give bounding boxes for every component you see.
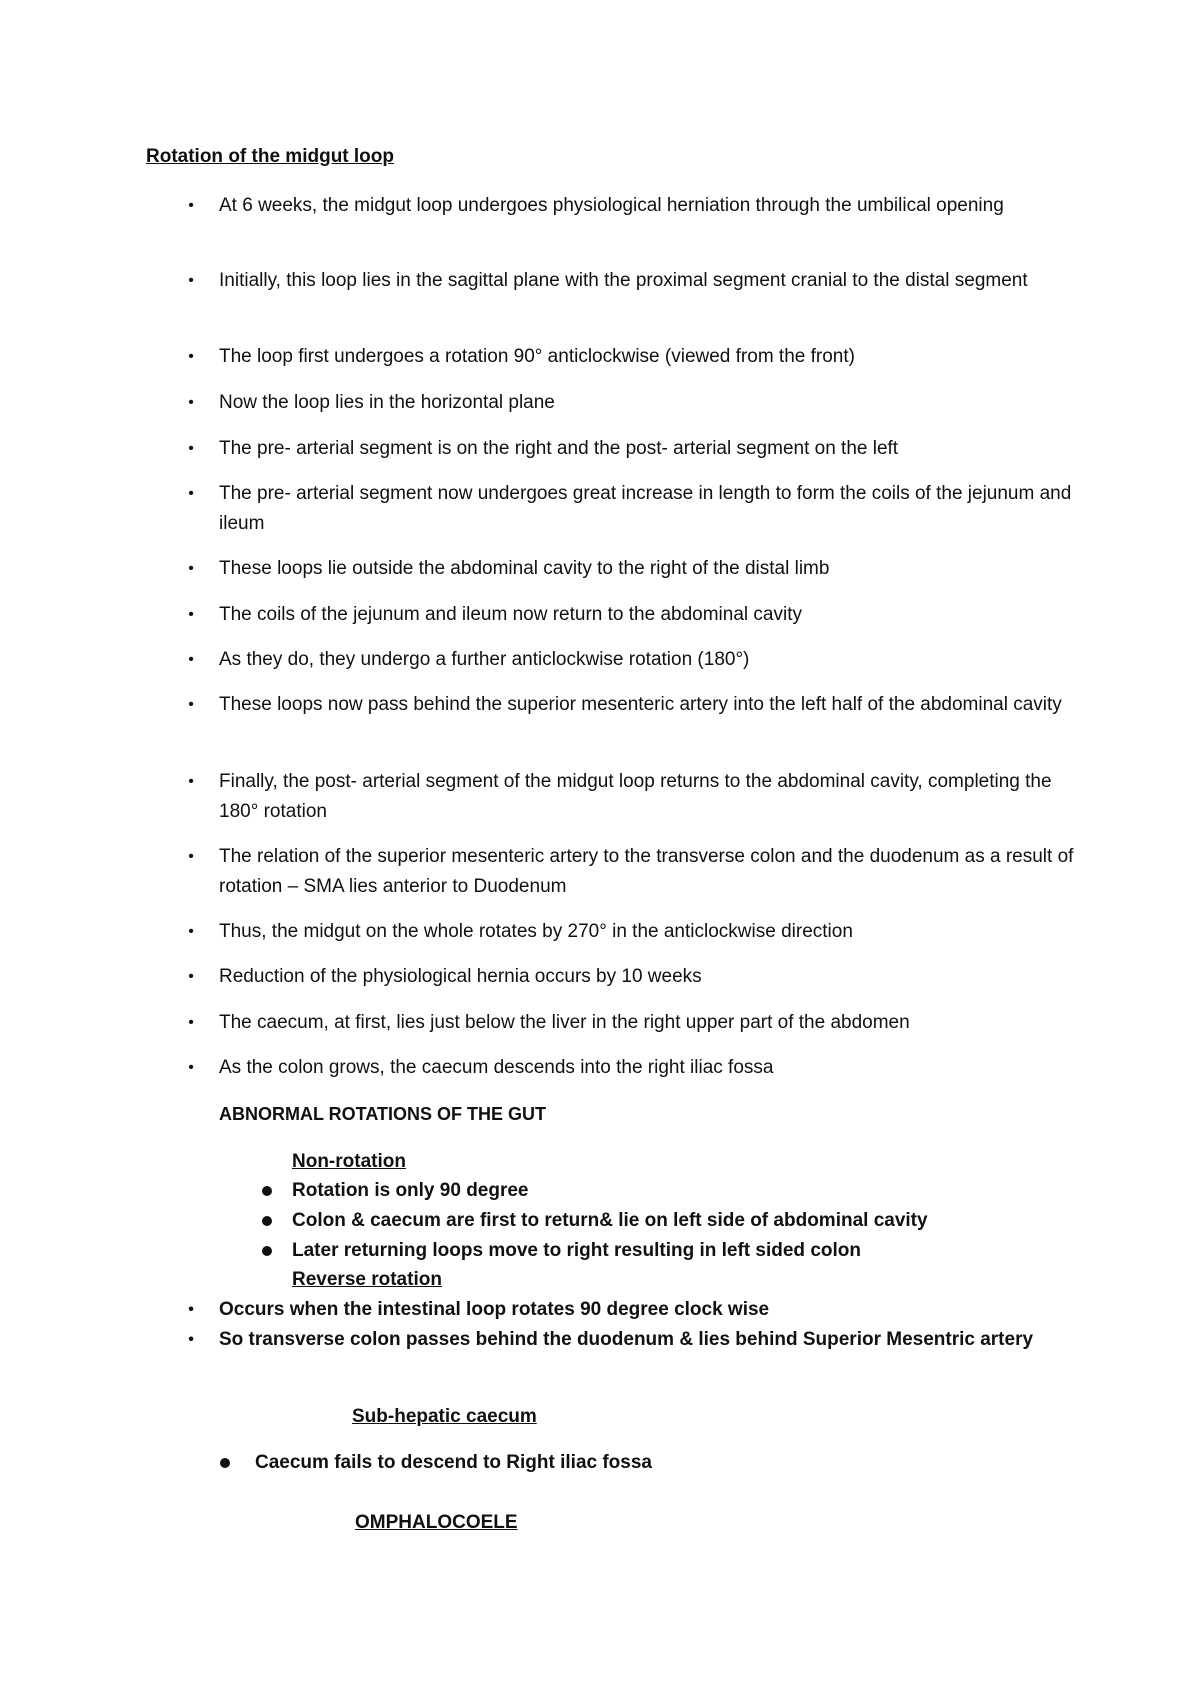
list-item xyxy=(292,1178,529,1204)
bullet-icon: • xyxy=(188,1059,194,1076)
list-item-text: The coils of the jejunum and ileum now return to the abdominal cavity xyxy=(219,604,802,625)
reverse-rotation-heading: Reverse rotation xyxy=(292,1269,442,1290)
list-item-text: Now the loop lies in the horizontal plane xyxy=(219,392,555,413)
list-item xyxy=(292,1238,861,1264)
list-item-text: These loops now pass behind the superior mesenteric artery into the left half of the abdominal cavity xyxy=(219,694,1062,715)
list-item-text: At 6 weeks, the midgut loop undergoes physiological herniation through the umbilical opening xyxy=(219,195,1004,216)
bullet-dot-icon xyxy=(262,1246,272,1256)
bullet-icon: • xyxy=(188,651,194,668)
bullet-icon: • xyxy=(188,348,194,365)
bullet-icon: • xyxy=(188,773,194,790)
bullet-icon: • xyxy=(188,923,194,940)
bullet-icon: • xyxy=(188,968,194,985)
page-title: Rotation of the midgut loop xyxy=(146,146,395,167)
list-item xyxy=(292,1208,928,1234)
bullet-dot-icon xyxy=(262,1186,272,1196)
list-item-text: These loops lie outside the abdominal cavity to the right of the distal limb xyxy=(219,558,830,579)
list-item-text: As they do, they undergo a further anticlockwise rotation (180°) xyxy=(219,649,750,670)
list-item-text: Initially, this loop lies in the sagittal plane with the proximal segment cranial to the distal segment xyxy=(219,270,1028,291)
bullet-icon: • xyxy=(188,560,194,577)
list-item-text: The pre- arterial segment is on the right and the post- arterial segment on the left xyxy=(219,438,899,459)
list-item-text: Thus, the midgut on the whole rotates by 270° in the anticlockwise direction xyxy=(219,921,853,942)
bullet-icon: • xyxy=(188,696,194,713)
list-item-text: As the colon grows, the caecum descends into the right iliac fossa xyxy=(219,1057,774,1078)
list-item-text: Caecum fails to descend to Right iliac fossa xyxy=(255,1452,652,1473)
list-item-text: Finally, the post- arterial segment of the midgut loop returns to the abdominal cavity, completing the 180° rotation xyxy=(219,771,1052,822)
bullet-icon: • xyxy=(188,1301,194,1318)
abnormal-rotations-heading: ABNORMAL ROTATIONS OF THE GUT xyxy=(219,1104,546,1124)
list-item xyxy=(255,1450,652,1476)
list-item-text: Later returning loops move to right resulting in left sided colon xyxy=(292,1240,861,1261)
list-item-text: The relation of the superior mesenteric artery to the transverse colon and the duodenum as a result of rotation – SMA lies anterior to Duodenum xyxy=(219,846,1074,897)
list-item-text: Occurs when the intestinal loop rotates 90 degree clock wise xyxy=(219,1299,770,1320)
list-item-text: Rotation is only 90 degree xyxy=(292,1180,529,1201)
list-item-text: So transverse colon passes behind the duodenum & lies behind Superior Mesentric artery xyxy=(219,1329,1034,1350)
list-item-text: The pre- arterial segment now undergoes great increase in length to form the coils of the jejunum and ileum xyxy=(219,483,1072,534)
bullet-icon: • xyxy=(188,394,194,411)
bullet-icon: • xyxy=(188,485,194,502)
omphalocoele-heading: OMPHALOCOELE xyxy=(355,1512,518,1533)
list-item-text: The caecum, at first, lies just below the liver in the right upper part of the abdomen xyxy=(219,1012,910,1033)
list-item-text: Reduction of the physiological hernia occurs by 10 weeks xyxy=(219,966,702,987)
bullet-icon: • xyxy=(188,197,194,214)
bullet-icon: • xyxy=(188,848,194,865)
bullet-icon: • xyxy=(188,440,194,457)
bullet-icon: • xyxy=(188,606,194,623)
bullet-icon: • xyxy=(188,272,194,289)
non-rotation-heading: Non-rotation xyxy=(292,1151,406,1172)
list-item-text: The loop first undergoes a rotation 90° anticlockwise (viewed from the front) xyxy=(219,346,855,367)
bullet-icon: • xyxy=(188,1014,194,1031)
bullet-dot-icon xyxy=(262,1216,272,1226)
list-item-text: Colon & caecum are first to return& lie on left side of abdominal cavity xyxy=(292,1210,928,1231)
bullet-dot-icon xyxy=(220,1458,230,1468)
sub-hepatic-caecum-heading: Sub-hepatic caecum xyxy=(352,1406,537,1427)
bullet-icon: • xyxy=(188,1331,194,1348)
